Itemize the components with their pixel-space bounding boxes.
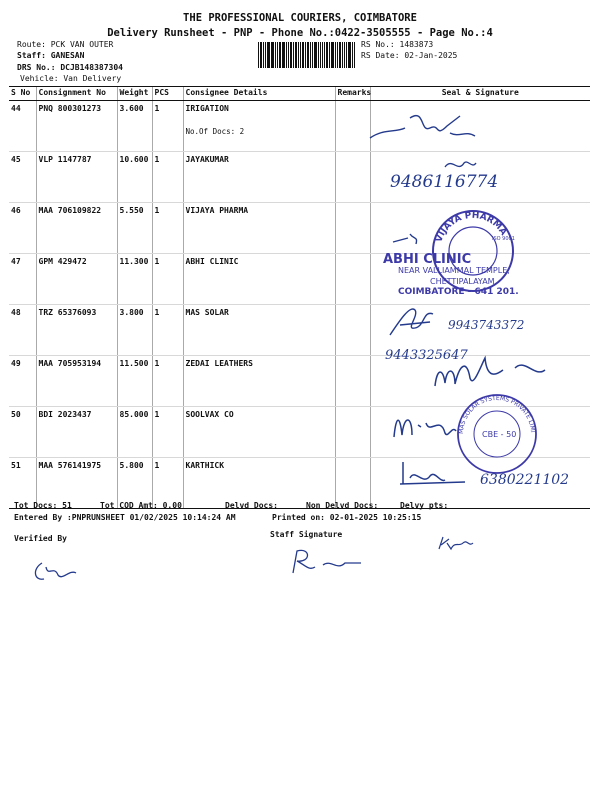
barcode-bar (282, 42, 285, 68)
barcode-bar (348, 42, 351, 68)
signature-row-49 (425, 348, 555, 393)
staff-label: Staff: GANESAN (17, 51, 85, 60)
cell-weight: 5.800 (117, 458, 152, 509)
cell-pcs: 1 (152, 407, 183, 458)
signature-row-51 (395, 458, 470, 488)
barcode-bar (290, 42, 292, 68)
cell-sno: 45 (9, 152, 36, 203)
cell-consignee: VIJAYA PHARMA (183, 203, 335, 254)
company-title: THE PROFESSIONAL COURIERS, COIMBATORE (183, 12, 417, 24)
cell-consignment: TRZ 65376093 (36, 305, 117, 356)
initials-signature (435, 533, 475, 553)
cell-sno: 48 (9, 305, 36, 356)
consignee-name: IRIGATION (185, 104, 229, 113)
barcode-bar (339, 42, 341, 68)
phone-handwritten-45: 9486116774 (390, 172, 499, 192)
cell-consignee (183, 101, 335, 152)
barcode-bar (344, 42, 345, 68)
mas-stamp-city: CBE - 50 (482, 430, 517, 439)
barcode-bar (314, 42, 317, 68)
barcode-bar (275, 42, 276, 68)
stamp-iso: ISO 9001 (492, 236, 515, 242)
cell-sno: 49 (9, 356, 36, 407)
cell-remarks (335, 203, 370, 254)
printed-on: Printed on: 02-01-2025 10:25:15 (272, 513, 422, 522)
barcode-bar (335, 42, 336, 68)
cell-weight: 11.300 (117, 254, 152, 305)
cell-sno: 50 (9, 407, 36, 458)
cell-consignment: GPM 429472 (36, 254, 117, 305)
cell-pcs: 1 (152, 458, 183, 509)
no-of-docs: No.Of Docs: 2 (185, 127, 245, 136)
cell-consignment: MAA 705953194 (36, 356, 117, 407)
barcode-bar (320, 42, 322, 68)
barcode-bar (260, 42, 262, 68)
clinic-stamp-line3: CHETTIPALAYAM, (430, 277, 498, 286)
non-delivered-docs: Non Delvd Docs: (306, 501, 379, 510)
vehicle-label: Vehicle: Van Delivery (20, 74, 122, 83)
cell-pcs: 1 (152, 305, 183, 356)
cell-remarks (335, 305, 370, 356)
cell-pcs: 1 (152, 356, 183, 407)
barcode-bar (286, 42, 287, 68)
phone-handwritten-51: 6380221102 (480, 472, 570, 488)
clinic-stamp-line4: COIMBATORE - 641 201. (398, 287, 519, 297)
barcode-bar (352, 42, 353, 68)
barcode-bar (263, 42, 264, 68)
cell-weight: 3.800 (117, 305, 152, 356)
barcode-bar (258, 42, 259, 68)
barcode-bar (329, 42, 330, 68)
cell-consignee: ZEDAI LEATHERS (183, 356, 335, 407)
barcode-bar (288, 42, 289, 68)
cell-consignee: MAS SOLAR (183, 305, 335, 356)
col-consignee: Consignee Details (183, 87, 335, 101)
cell-consignment: VLP 1147787 (36, 152, 117, 203)
signature-row-50 (390, 405, 460, 445)
staff-signature (285, 545, 365, 577)
barcode-bar (265, 42, 266, 68)
barcode-bar (354, 42, 355, 68)
cell-weight: 11.500 (117, 356, 152, 407)
cell-sno: 46 (9, 203, 36, 254)
cell-consignee: JAYAKUMAR (183, 152, 335, 203)
col-seal: Seal & Signature (370, 87, 590, 101)
cell-remarks (335, 356, 370, 407)
mas-stamp-text: MAS SOLAR SYSTEMS PRIVATE LIMITED (452, 387, 536, 435)
delivery-points: Delvy pts: (400, 501, 449, 510)
col-sno: S No (9, 87, 36, 101)
signature-row-48 (385, 300, 445, 340)
barcode-bar (295, 42, 298, 68)
barcode-bar (302, 42, 304, 68)
total-docs: Tot Docs: 51 (14, 501, 72, 510)
rs-number: RS No.: 1483873 (361, 40, 434, 49)
barcode-bar (318, 42, 319, 68)
barcode-bar (326, 42, 328, 68)
cell-consignment: MAA 706109822 (36, 203, 117, 254)
col-consignment: Consignment No (36, 87, 117, 101)
scribble-row-46 (390, 230, 420, 248)
barcode-bar (337, 42, 338, 68)
drs-number: DRS No.: DCJB148387304 (17, 63, 123, 72)
rs-date: RS Date: 02-Jan-2025 (361, 51, 458, 60)
verified-signature (30, 555, 80, 585)
cell-consignment: PNQ 800301273 (36, 101, 117, 152)
col-pcs: PCS (152, 87, 183, 101)
cell-consignee: ABHI CLINIC (183, 254, 335, 305)
runsheet-title: Delivery Runsheet - PNP - Phone No.:0422-3505555 - Page No.:4 (107, 27, 493, 39)
barcode-bar (324, 42, 325, 68)
barcode-bar (298, 42, 299, 68)
cell-remarks (335, 254, 370, 305)
cell-sno: 47 (9, 254, 36, 305)
col-remarks: Remarks (335, 87, 370, 101)
stamp-text: VIJAYA PHARMA (434, 210, 509, 244)
barcode-bar (305, 42, 306, 68)
clinic-stamp-line2: NEAR VALLIAMMAL TEMPLE, (398, 266, 510, 275)
cell-pcs: 1 (152, 101, 183, 152)
cell-weight: 3.600 (117, 101, 152, 152)
barcode-bar (272, 42, 274, 68)
table-header-row (9, 87, 590, 101)
col-weight: Weight (117, 87, 152, 101)
barcode-bar (307, 42, 309, 68)
cell-pcs: 1 (152, 152, 183, 203)
barcode-bar (277, 42, 278, 68)
barcode-bar (322, 42, 323, 68)
clinic-stamp-line1: ABHI CLINIC (383, 252, 472, 267)
cell-consignee: SOOLVAX CO (183, 407, 335, 458)
cell-consignment: BDI 2023437 (36, 407, 117, 458)
verified-by-label: Verified By (14, 534, 67, 543)
barcode-bar (293, 42, 294, 68)
route-label: Route: PCK VAN OUTER (17, 40, 114, 49)
cell-weight: 85.000 (117, 407, 152, 458)
cell-sno: 44 (9, 101, 36, 152)
barcode-bar (279, 42, 281, 68)
barcode (258, 42, 356, 68)
entered-by: Entered By :PNPRUNSHEET 01/02/2025 10:14:24 AM (14, 513, 236, 522)
cell-remarks (335, 152, 370, 203)
staff-signature-label: Staff Signature (270, 530, 343, 539)
cell-weight: 10.600 (117, 152, 152, 203)
cell-pcs: 1 (152, 203, 183, 254)
total-cod: Tot COD Amt: 0.00 (100, 501, 182, 510)
barcode-bar (312, 42, 313, 68)
barcode-bar (300, 42, 301, 68)
barcode-bar (271, 42, 272, 68)
delivered-docs: Delvd Docs: (225, 501, 278, 510)
table-row (9, 101, 590, 152)
cell-pcs: 1 (152, 254, 183, 305)
cell-consignment: MAA 576141975 (36, 458, 117, 509)
cell-weight: 5.550 (117, 203, 152, 254)
cell-remarks (335, 407, 370, 458)
phone-handwritten-48: 9943743372 (448, 318, 525, 332)
barcode-bar (267, 42, 270, 68)
cell-sno: 51 (9, 458, 36, 509)
phone-handwritten-49: 9443325647 (385, 348, 468, 363)
barcode-bar (310, 42, 311, 68)
signature-row-44 (365, 108, 485, 153)
barcode-bar (346, 42, 348, 68)
barcode-bar (342, 42, 343, 68)
barcode-bar (331, 42, 334, 68)
table-row (9, 152, 590, 203)
cell-consignee: KARTHICK (183, 458, 335, 509)
